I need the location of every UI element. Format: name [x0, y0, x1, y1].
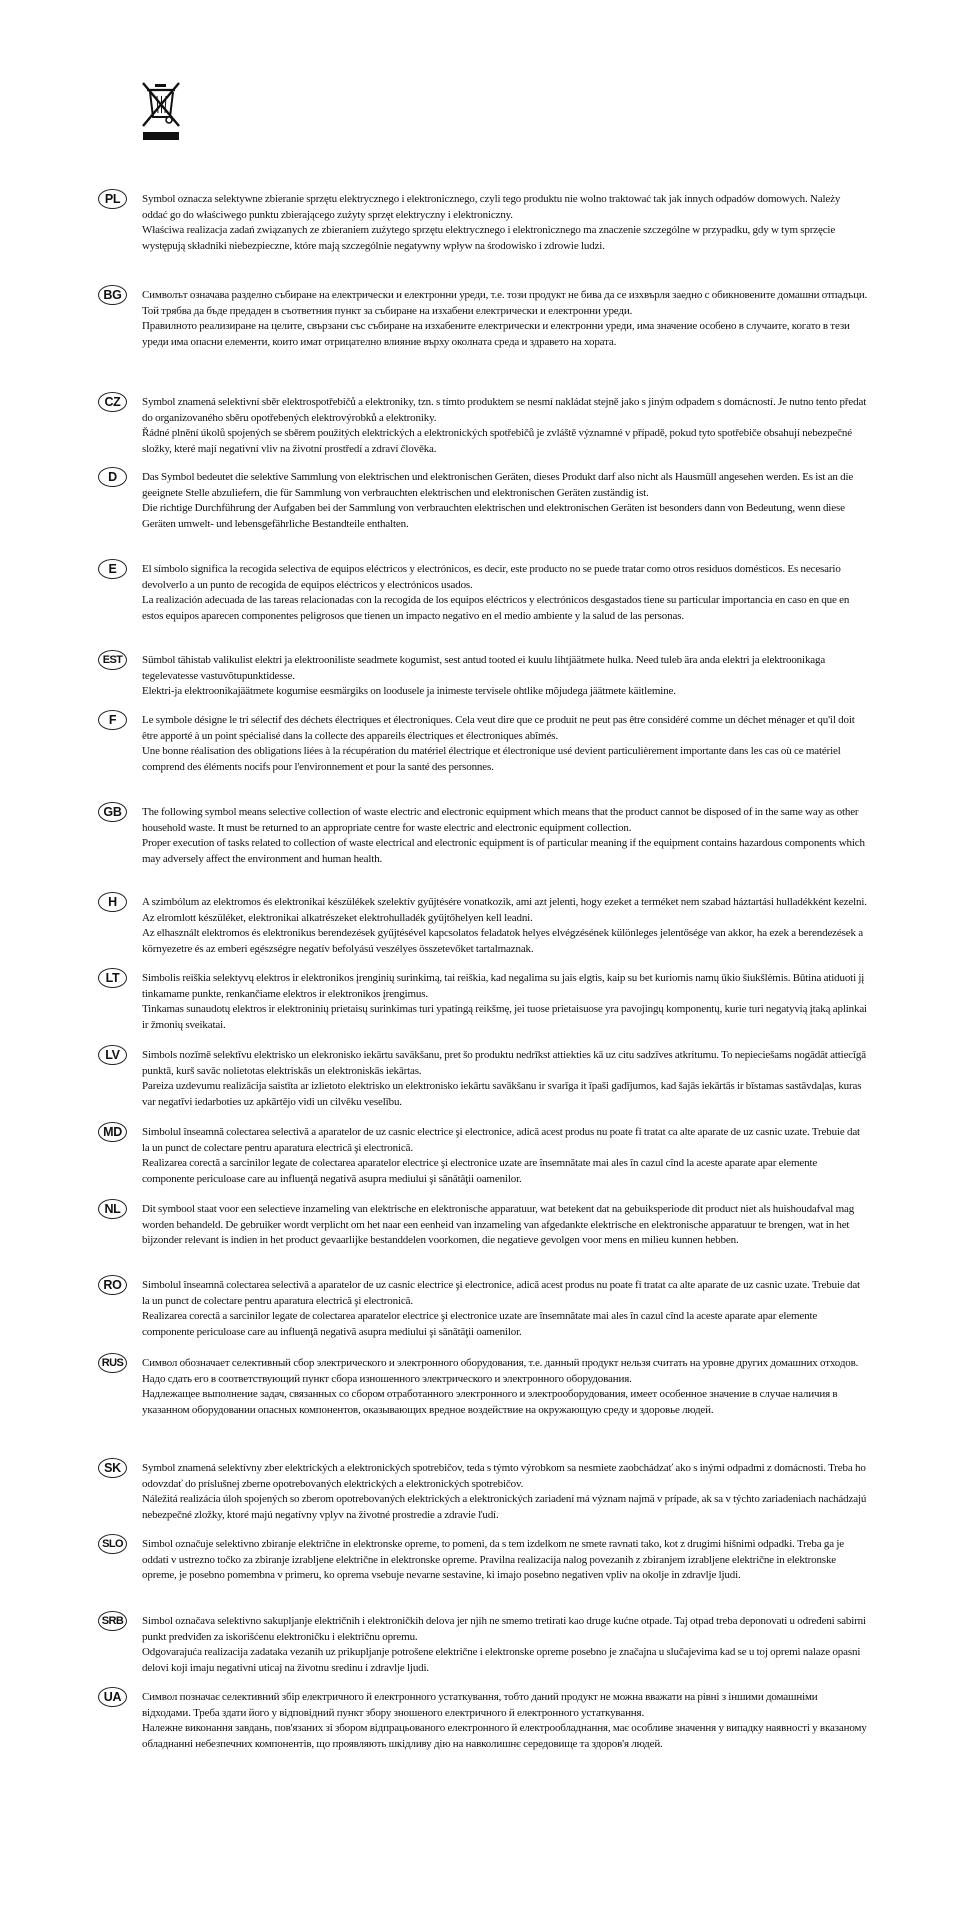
paragraph: The following symbol means selective collection of waste electric and electronic equipment which means that the product cannot be disposed of in the same way as other household waste. It must be returned to an appropriate centre for waste electric and electronic equipment collection.: [142, 806, 859, 834]
paragraph: Pareiza uzdevumu realizācija saistīta ar izlietoto elektrisko un elektronisko iekārtu savākšanu ir svarīga it īpaši gadījumos, kad šajās iekārtās ir bīstamas sastāvdaļas, kuras var negatīvi iedarboties uz apkārtējo vidi un cilvēku veselību.: [142, 1080, 862, 1108]
paragraph: Symbol oznacza selektywne zbieranie sprzętu elektrycznego i elektronicznego, czyli tego produktu nie wolno traktować tak jak innych odpadów domowych. Należy oddać go do właściwego punktu zbierającego zużyty sprzęt elektryczny i elektroniczny.: [142, 193, 841, 221]
language-badge-f: F: [98, 710, 127, 730]
section-text-bg: [142, 288, 868, 350]
language-badge-est: EST: [98, 650, 127, 670]
section-text-ro: [142, 1278, 868, 1340]
section-text-gb: [142, 805, 868, 867]
paragraph: Proper execution of tasks related to collection of waste electrical and electronic equipment is of particular meaning if the equipment contains hazardous components which may adversely affect the environment and human health.: [142, 837, 865, 865]
paragraph: Le symbole désigne le tri sélectif des déchets électriques et électroniques. Cela veut dire que ce produit ne peut pas être considéré comme un déchet ménager et qu'il doit être apporté à un point spécialisé dans la collecte des appareils électriques et électroniques abîmés.: [142, 714, 855, 742]
paragraph: Odgovarajuća realizacija zadataka vezanih uz prikupljanje potrošene električne i elektronske opreme posebno je značajna u slučajevima kad se u toj opremi nalaze opasni delovi koji imaju negativni uticaj na životnu sredinu i zdravlje ljudi.: [142, 1646, 861, 1674]
paragraph: La realización adecuada de las tareas relacionadas con la recogida de los equipos eléctricos y electrónicos desgastados tiene su particular importancia en caso en que en estos equipos aparecen componentes peligrosos que tienen un impacto negativo en el medio ambiente y la salud de las personas.: [142, 594, 850, 622]
paragraph: Realizarea corectă a sarcinilor legate de colectarea aparatelor electrice şi electronice uzate are însemnătate mai ales în cazul cînd la aceste aparate apar elemente componente periculoase care au influenţă negativă asupra mediului şi sănătăţii oamenilor.: [142, 1157, 818, 1185]
paragraph: Simbolul înseamnă colectarea selectivă a aparatelor de uz casnic electrice şi electronice, adică acest produs nu poate fi tratat ca alte aparate de uz casnic uzate. Trebuie dat la un punct de colectare pentru aparatura electrică şi electronică.: [142, 1279, 860, 1307]
section-text-nl: [142, 1202, 868, 1249]
paragraph: Simbolis reiškia selektyvų elektros ir elektronikos įrenginių surinkimą, tai reiškia, kad negalima su jais elgtis, kaip su bet kuriomis namų ūkio šiukšlėmis. Būtina atiduoti jį tinkamame punkte, renkančiame elektros ir elektronikos įrengimus.: [142, 972, 865, 1000]
paragraph: Simbol označuje selektivno zbiranje električne in elektronske opreme, to pomeni, da s tem izdelkom ne smete ravnati tako, kot z drugimi hišnimi odpadki. Treba ga je oddati v ustrezno točko za zbiranje izrabljene električne in elektronske opreme. Pravilna realizacija nalog povezanih z zbiranjem izrabljene električne in elektronske opreme, je posebno pomembna v primeru, ko oprema vsebuje nevarne sestavine, ki imajo posebno negativen vpliv na okolje in zdravlje ljudi.: [142, 1538, 845, 1581]
language-badge-sk: SK: [98, 1458, 127, 1478]
section-text-slo: [142, 1537, 868, 1584]
language-badge-nl: NL: [98, 1199, 127, 1219]
section-text-md: [142, 1125, 868, 1187]
language-badge-ro: RO: [98, 1275, 127, 1295]
paragraph: Символ позначає селективний збір електричного й електронного устаткування, тобто даний продукт не можна вважати на рівні з іншими домашніми відходами. Треба здати його у відповідний пункт збору зношеного електричного й електронного устаткування.: [142, 1691, 818, 1719]
paragraph: Simbolul înseamnă colectarea selectivă a aparatelor de uz casnic electrice şi electronice, adică acest produs nu poate fi tratat ca alte aparate de uz casnic uzate. Trebuie dat la un punct de colectare pentru aparatura electrică şi electronică.: [142, 1126, 860, 1154]
section-text-lv: [142, 1048, 868, 1110]
paragraph: Řádné plnění úkolů spojených se sběrem použitých elektrických a elektronických spotřebičů je zvláště významné v případě, pokud tyto spotřebiče obsahují nebezpečné složky, které mají negativní vliv na životní prostředí a zdraví člověka.: [142, 427, 852, 455]
paragraph: Надлежащее выполнение задач, связанных со сбором отработанного электронного и электрооборудования, имеет особенное значение в случае наличия в указанном оборудовании опасных компонентов, оказывающих вредное воздействие на окружающую среду и здоровье людей.: [142, 1388, 838, 1416]
paragraph: Simbol označava selektivno sakupljanje električnih i elektroničkih delova jer njih ne smemo tretirati kao druge kućne otpade. Taj otpad treba deponovati u određeni sabirni punkt predviđen za iskorišćenu elektroničku i električnu opremu.: [142, 1615, 866, 1643]
paragraph: Une bonne réalisation des obligations liées à la récupération du matériel électrique et électronique usé devient particulièrement importante dans les cas où ce matériel comprend des éléments nocifs pour l'environnement et pour la santé des personnes.: [142, 745, 841, 773]
language-badge-cz: CZ: [98, 392, 127, 412]
language-badge-bg: BG: [98, 285, 127, 305]
paragraph: Die richtige Durchführung der Aufgaben bei der Sammlung von verbrauchten elektrischen und elektronischen Geräten ist besonders dann von Bedeutung, wenn diese Geräten umwelt- und lebensgefährliche Bestandteile enthalten.: [142, 502, 845, 530]
section-text-lt: [142, 971, 868, 1033]
language-badge-pl: PL: [98, 189, 127, 209]
paragraph: Realizarea corectă a sarcinilor legate de colectarea aparatelor electrice şi electronice uzate are însemnătate mai ales în cazul cînd la aceste aparate apar elemente componente periculoase care au influenţă negativă asupra mediului şi sănătăţii oamenilor.: [142, 1310, 818, 1338]
paragraph: Dit symbool staat voor een selectieve inzameling van elektrische en elektronische apparatuur, wat betekent dat na gebuiksperiode dit product niet als huishoudafval mag worden behandeld. De gebruiker wordt verplicht om het naar een eenheid van inzameling van afgedankte elektrische en elektronische apparatuur te brengen, wat in het bijzonder relevant is indien in het product gevaarlijke bestanddelen voorkomen, die negatieve gevolgen voor mens en milieu kunnen hebben.: [142, 1203, 855, 1246]
language-badge-ua: UA: [98, 1687, 127, 1707]
language-badge-lv: LV: [98, 1045, 127, 1065]
paragraph: Символът означава разделно събиране на електрически и електронни уреди, т.е. този продукт не бива да се изхвърля заедно с обикновените домашни отпадъци. Той трябва да бъде предаден в съответния пункт за събиране на изхабени електрически и електронни уреди.: [142, 289, 868, 317]
paragraph: Właściwa realizacja zadań związanych ze zbieraniem zużytego sprzętu elektrycznego i elektronicznego ma znaczenie szczególne w przypadku, gdy w tym sprzęcie występują składniki niebezpieczne, które mają szczególnie negatywny wpływ na środowisko i zdrowie ludzi.: [142, 224, 836, 252]
paragraph: Sümbol tähistab valikulist elektri ja elektrooniliste seadmete kogumist, sest antud tooted ei kuulu lihtjäätmete hulka. Need tuleb ära anda elektri ja elektroonikaga tegelevatesse vastuvõtupunktidesse.: [142, 654, 826, 682]
language-badge-d: D: [98, 467, 127, 487]
section-text-pl: [142, 192, 868, 254]
language-badge-md: MD: [98, 1122, 127, 1142]
paragraph: Náležitá realizácia úloh spojených so zberom opotrebovaných elektrických a elektronických zariadení má význam najmä v prípade, ak sa v týchto zariadeniach nachádzajú nebezpečné zložky, ktoré majú negatívny vplyv na životné prostredie a zdravie ľudí.: [142, 1493, 867, 1521]
section-text-h: [142, 895, 868, 957]
language-badge-e: E: [98, 559, 127, 579]
section-text-srb: [142, 1614, 868, 1676]
language-badge-gb: GB: [98, 802, 127, 822]
section-text-sk: [142, 1461, 868, 1523]
section-text-e: [142, 562, 868, 624]
crossed-out-wheeled-bin-icon: [140, 80, 182, 142]
paragraph: Tinkamas sunaudotų elektros ir elektroninių prietaisų surinkimas turi ypatingą reikšmę, jei tuose prietaisuose yra pavojingų komponentų, kurie turi negatyvią įtaką aplinkai ir žmonių sveikatai.: [142, 1003, 867, 1031]
paragraph: A szimbólum az elektromos és elektronikai készülékek szelektív gyűjtésére vonatkozik, ami azt jelenti, hogy ezeket a terméket nem szabad háztartási hulladékként kezelni. Az elromlott készüléket, elektronikai alkatrészeket elektrohulladék gyűjtőhelyen kell leadni.: [142, 896, 867, 924]
language-badge-h: H: [98, 892, 127, 912]
paragraph: Das Symbol bedeutet die selektive Sammlung von elektrischen und elektronischen Geräten, dieses Produkt darf also nicht als Hausmüll angesehen werden. Es ist an die geeignete Stelle abzuliefern, die für Sammlung von verbrauchten elektrischen und elektronischen Geräten zuständig ist.: [142, 471, 854, 499]
paragraph: Simbols nozīmē selektīvu elektrisko un elekronisko iekārtu savākšanu, pret šo produktu nedrīkst attiekties kā uz citu sadzīves atkritumu. To nepieciešams nogādāt attiecīgā punktā, kurš savāc nolietotas elektriskās un elektroniskās iekārtas.: [142, 1049, 867, 1077]
section-text-est: [142, 653, 868, 700]
language-badge-lt: LT: [98, 968, 127, 988]
paragraph: El símbolo significa la recogida selectiva de equipos eléctricos y electrónicos, es decir, este producto no se puede tratar como otros residuos domésticos. Es necesario devolverlo a un punto de recogida de equipos eléctricos y electrónicos usados.: [142, 563, 841, 591]
language-badge-rus: RUS: [98, 1353, 127, 1373]
paragraph: Символ обозначает селективный сбор электрического и электронного оборудования, т.е. данный продукт нельзя считать на уровне других домашних отходов. Надо сдать его в соответствующий пункт сбора изношенного электрического и электронного оборудования.: [142, 1357, 859, 1385]
paragraph: Належне виконання завдань, пов'язаних зі збором відпрацьованого електронного й електрообладнання, має особливе значення у випадку наявності у вказаному обладнанні небезпечних компонентів, що проявляють шкідливу дію на навколишнє середовище та здоров'я людей.: [142, 1722, 867, 1750]
section-text-d: [142, 470, 868, 532]
language-badge-srb: SRB: [98, 1611, 127, 1631]
paragraph: Symbol znamená selektívny zber elektrických a elektronických spotrebičov, teda s týmto výrobkom sa nesmiete zaobchádzať ako s inými odpadmi z domácnosti. Treba ho odovzdať do príslušnej zberne opotrebovaných elektrických a elektronických spotrebičov.: [142, 1462, 866, 1490]
paragraph: Elektri-ja elektroonikajäätmete kogumise eesmärgiks on loodusele ja inimeste tervisele ohtlike mõjudega jäätmete käitlemine.: [142, 685, 676, 697]
section-text-rus: [142, 1356, 868, 1418]
paragraph: Symbol znamená selektivní sběr elektrospotřebičů a elektroniky, tzn. s tímto produktem se nesmí nakládat stejně jako s jiným odpadem s domácností. Je nutno tento předat do organizovaného sběru opotřebených elektrovýrobků a elektroniky.: [142, 396, 867, 424]
paragraph: Az elhasznált elektromos és elektronikus berendezések gyűjtésével kapcsolatos feladatok helyes elvégzésének különleges jelentősége van akkor, ha ezek a berendezések a környezetre és az emberi egészségre negatív befolyású veszélyes összetevőket tartalmaznak.: [142, 927, 863, 955]
section-text-f: [142, 713, 868, 775]
paragraph: Правилното реализиране на целите, свързани със събиране на изхабените електрически и електронни уреди, има значение особено в случаите, когато в тези уреди има опасни елементи, които имат отрицателно влияние върху околната среда и здравето на хората.: [142, 320, 850, 348]
section-text-ua: [142, 1690, 868, 1752]
language-badge-slo: SLO: [98, 1534, 127, 1554]
section-text-cz: [142, 395, 868, 457]
